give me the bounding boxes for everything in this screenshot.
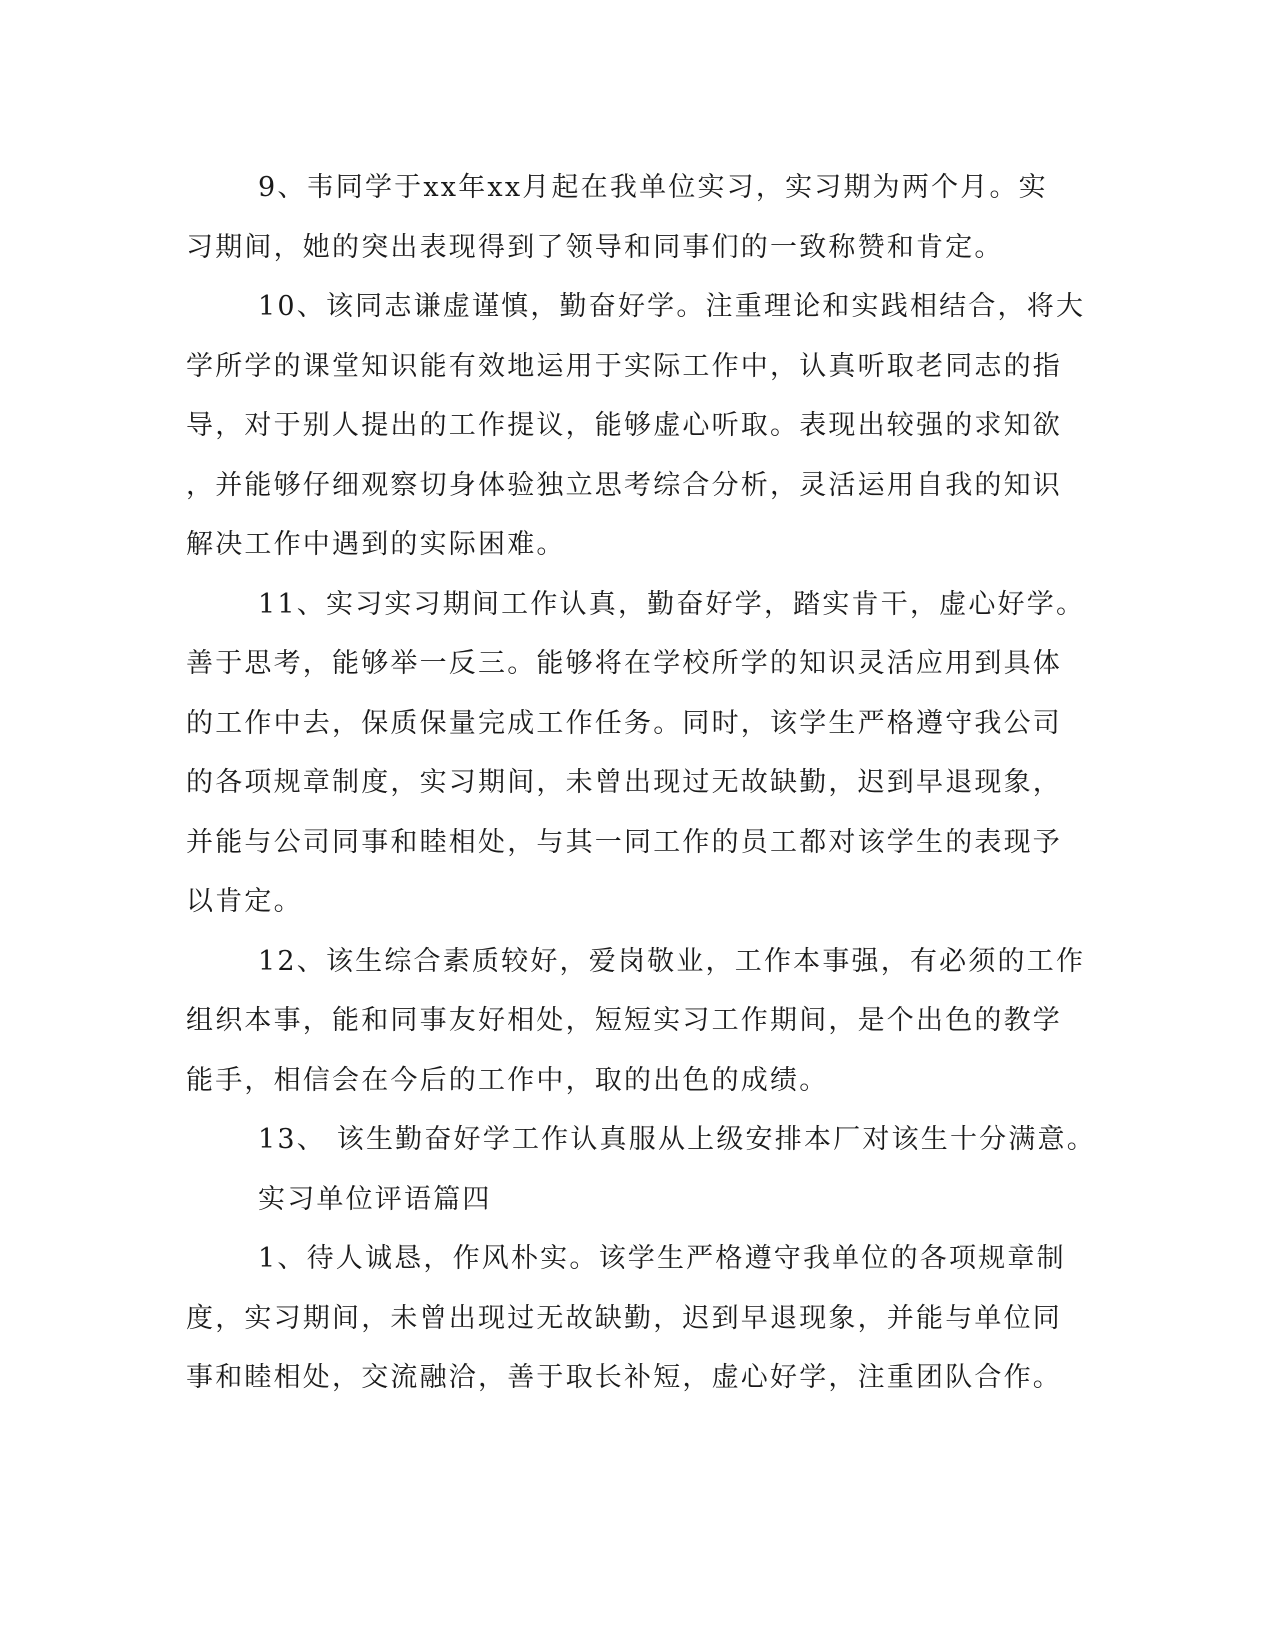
paragraph-10-line: ，并能够仔细观察切身体验独立思考综合分析，灵活运用自我的知识 xyxy=(186,469,1062,501)
paragraph-10-line: 导，对于别人提出的工作提议，能够虚心听取。表现出较强的求知欲 xyxy=(186,410,1062,441)
paragraph-11-line: 的工作中去，保质保量完成工作任务。同时，该学生严格遵守我公司 xyxy=(186,707,1062,739)
paragraph-10-line: 解决工作中遇到的实际困难。 xyxy=(186,529,566,560)
paragraph-12-line: 能手，相信会在今后的工作中，取的出色的成绩。 xyxy=(186,1064,829,1096)
paragraph-10-line: 学所学的课堂知识能有效地运用于实际工作中，认真听取老同志的指 xyxy=(186,350,1062,382)
paragraph-13-line: 13、 该生勤奋好学工作认真服从上级安排本厂对该生十分满意。 xyxy=(258,1124,1096,1155)
paragraph-1-line: 度，实习期间，未曾出现过无故缺勤，迟到早退现象，并能与单位同 xyxy=(186,1302,1062,1334)
paragraph-11-line: 以肯定。 xyxy=(186,886,303,917)
paragraph-9-line: 9、韦同学于xx年xx月起在我单位实习，实习期为两个月。实 xyxy=(258,172,1048,203)
paragraph-9-line: 习期间，她的突出表现得到了领导和同事们的一致称赞和肯定。 xyxy=(186,231,1004,263)
paragraph-1-line: 1、待人诚恳，作风朴实。该学生严格遵守我单位的各项规章制 xyxy=(258,1243,1066,1274)
paragraph-11-line: 的各项规章制度，实习期间，未曾出现过无故缺勤，迟到早退现象， xyxy=(186,767,1062,798)
paragraph-11-line: 善于思考，能够举一反三。能够将在学校所学的知识灵活应用到具体 xyxy=(186,648,1062,679)
paragraph-11-line: 11、实习实习期间工作认真，勤奋好学，踏实肯干，虚心好学。 xyxy=(258,588,1086,620)
paragraph-12-line: 组织本事，能和同事友好相处，短短实习工作期间，是个出色的教学 xyxy=(186,1005,1062,1036)
paragraph-12-line: 12、该生综合素质较好，爱岗敬业，工作本事强，有必须的工作 xyxy=(258,945,1086,977)
document-body xyxy=(186,158,1096,1408)
paragraph-1-line: 事和睦相处，交流融洽，善于取长补短，虚心好学，注重团队合作。 xyxy=(186,1362,1062,1393)
paragraph-10-line: 10、该同志谦虚谨慎，勤奋好学。注重理论和实践相结合，将大 xyxy=(258,291,1086,322)
section-heading: 实习单位评语篇四 xyxy=(258,1183,492,1215)
paragraph-11-line: 并能与公司同事和睦相处，与其一同工作的员工都对该学生的表现予 xyxy=(186,826,1062,858)
